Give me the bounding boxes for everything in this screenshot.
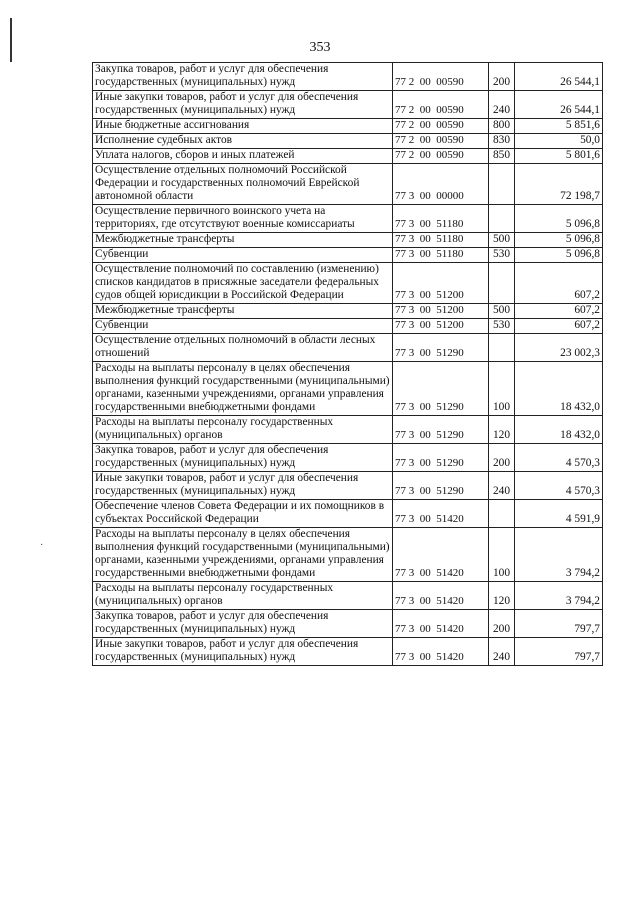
table-row: [93, 149, 603, 164]
table-row: [93, 134, 603, 149]
row-vr: 100: [489, 362, 515, 416]
row-code: 77 3 00 51290: [393, 444, 489, 472]
row-code: 77 3 00 51200: [393, 263, 489, 304]
table-row: [93, 334, 603, 362]
row-code: 77 3 00 51420: [393, 528, 489, 582]
table-row: [93, 233, 603, 248]
table-row: [93, 362, 603, 416]
row-code: 77 2 00 00590: [393, 134, 489, 149]
row-code: 77 3 00 51290: [393, 416, 489, 444]
row-sum: 5 801,6: [515, 149, 603, 164]
table-row: [93, 416, 603, 444]
row-sum: 3 794,2: [515, 528, 603, 582]
row-sum: 18 432,0: [515, 416, 603, 444]
row-sum: 5 096,8: [515, 233, 603, 248]
row-name: Закупка товаров, работ и услуг для обеспечения государственных (муниципальных) нужд: [93, 444, 393, 472]
row-code: 77 3 00 51180: [393, 205, 489, 233]
row-vr: 200: [489, 610, 515, 638]
row-vr: 500: [489, 233, 515, 248]
row-name: Субвенции: [93, 319, 393, 334]
row-name: Расходы на выплаты персоналу в целях обеспечения выполнения функций государственными (муниципальными) органами, казенными учреждениями, органами управления государственными внебюджетными фондами: [93, 362, 393, 416]
table-row: [93, 472, 603, 500]
row-code: 77 3 00 51420: [393, 500, 489, 528]
row-sum: 3 794,2: [515, 582, 603, 610]
row-code: 77 3 00 51180: [393, 248, 489, 263]
row-vr: 120: [489, 582, 515, 610]
row-vr: [489, 334, 515, 362]
row-name: Обеспечение членов Совета Федерации и их помощников в субъектах Российской Федерации: [93, 500, 393, 528]
row-code: 77 2 00 00590: [393, 91, 489, 119]
row-name: Осуществление первичного воинского учета на территориях, где отсутствуют военные комиссариаты: [93, 205, 393, 233]
row-vr: [489, 500, 515, 528]
row-code: 77 2 00 00590: [393, 149, 489, 164]
scan-dot: ·: [40, 540, 44, 551]
row-name: Иные бюджетные ассигнования: [93, 119, 393, 134]
table-row: [93, 304, 603, 319]
row-vr: 850: [489, 149, 515, 164]
row-code: 77 3 00 51180: [393, 233, 489, 248]
row-sum: 797,7: [515, 638, 603, 666]
row-code: 77 3 00 51420: [393, 638, 489, 666]
row-name: Межбюджетные трансферты: [93, 233, 393, 248]
row-name: Исполнение судебных актов: [93, 134, 393, 149]
row-name: Межбюджетные трансферты: [93, 304, 393, 319]
row-vr: [489, 205, 515, 233]
row-vr: 200: [489, 444, 515, 472]
row-code: 77 3 00 51290: [393, 472, 489, 500]
table-row: [93, 205, 603, 233]
row-sum: 607,2: [515, 319, 603, 334]
row-sum: 50,0: [515, 134, 603, 149]
row-name: Закупка товаров, работ и услуг для обеспечения государственных (муниципальных) нужд: [93, 610, 393, 638]
row-vr: 800: [489, 119, 515, 134]
row-vr: 120: [489, 416, 515, 444]
table-row: [93, 638, 603, 666]
row-code: 77 3 00 51200: [393, 319, 489, 334]
row-sum: 26 544,1: [515, 63, 603, 91]
table-row: [93, 444, 603, 472]
row-vr: [489, 164, 515, 205]
row-code: 77 3 00 51420: [393, 582, 489, 610]
row-vr: [489, 263, 515, 304]
table-row: [93, 319, 603, 334]
row-name: Иные закупки товаров, работ и услуг для обеспечения государственных (муниципальных) нужд: [93, 638, 393, 666]
row-sum: 4 591,9: [515, 500, 603, 528]
row-sum: 607,2: [515, 304, 603, 319]
row-sum: 18 432,0: [515, 362, 603, 416]
row-code: 77 3 00 51290: [393, 334, 489, 362]
table-row: [93, 528, 603, 582]
page-number: 353: [309, 40, 331, 55]
row-name: Осуществление отдельных полномочий Российской Федерации и государственных полномочий Еврейской автономной области: [93, 164, 393, 205]
table-row: [93, 248, 603, 263]
row-vr: 200: [489, 63, 515, 91]
row-sum: 5 851,6: [515, 119, 603, 134]
row-sum: 72 198,7: [515, 164, 603, 205]
row-sum: 23 002,3: [515, 334, 603, 362]
table-row: [93, 610, 603, 638]
row-sum: 4 570,3: [515, 472, 603, 500]
row-name: Расходы на выплаты персоналу государственных (муниципальных) органов: [93, 416, 393, 444]
row-name: Иные закупки товаров, работ и услуг для обеспечения государственных (муниципальных) нужд: [93, 91, 393, 119]
table-row: [93, 582, 603, 610]
table-row: [93, 500, 603, 528]
row-code: 77 3 00 51290: [393, 362, 489, 416]
table-row: [93, 119, 603, 134]
table-row: [93, 263, 603, 304]
row-name: Субвенции: [93, 248, 393, 263]
row-sum: 5 096,8: [515, 205, 603, 233]
row-name: Уплата налогов, сборов и иных платежей: [93, 149, 393, 164]
row-sum: 26 544,1: [515, 91, 603, 119]
budget-table: [92, 62, 603, 666]
row-name: Расходы на выплаты персоналу в целях обеспечения выполнения функций государственными (муниципальными) органами, казенными учреждениями, органами управления государственными внебюджетными фондами: [93, 528, 393, 582]
row-vr: 530: [489, 319, 515, 334]
row-code: 77 3 00 51200: [393, 304, 489, 319]
row-vr: 500: [489, 304, 515, 319]
row-vr: 830: [489, 134, 515, 149]
row-vr: 240: [489, 472, 515, 500]
table-row: [93, 63, 603, 91]
row-sum: 607,2: [515, 263, 603, 304]
row-vr: 100: [489, 528, 515, 582]
row-name: Осуществление полномочий по составлению (изменению) списков кандидатов в присяжные заседатели федеральных судов общей юрисдикции в Российской Федерации: [93, 263, 393, 304]
row-name: Расходы на выплаты персоналу государственных (муниципальных) органов: [93, 582, 393, 610]
row-name: Осуществление отдельных полномочий в области лесных отношений: [93, 334, 393, 362]
row-vr: 530: [489, 248, 515, 263]
row-code: 77 2 00 00590: [393, 119, 489, 134]
row-code: 77 2 00 00590: [393, 63, 489, 91]
row-sum: 4 570,3: [515, 444, 603, 472]
row-code: 77 3 00 51420: [393, 610, 489, 638]
table-row: [93, 91, 603, 119]
row-vr: 240: [489, 91, 515, 119]
row-name: Закупка товаров, работ и услуг для обеспечения государственных (муниципальных) нужд: [93, 63, 393, 91]
row-sum: 797,7: [515, 610, 603, 638]
table-row: [93, 164, 603, 205]
row-vr: 240: [489, 638, 515, 666]
row-name: Иные закупки товаров, работ и услуг для обеспечения государственных (муниципальных) нужд: [93, 472, 393, 500]
row-sum: 5 096,8: [515, 248, 603, 263]
row-code: 77 3 00 00000: [393, 164, 489, 205]
